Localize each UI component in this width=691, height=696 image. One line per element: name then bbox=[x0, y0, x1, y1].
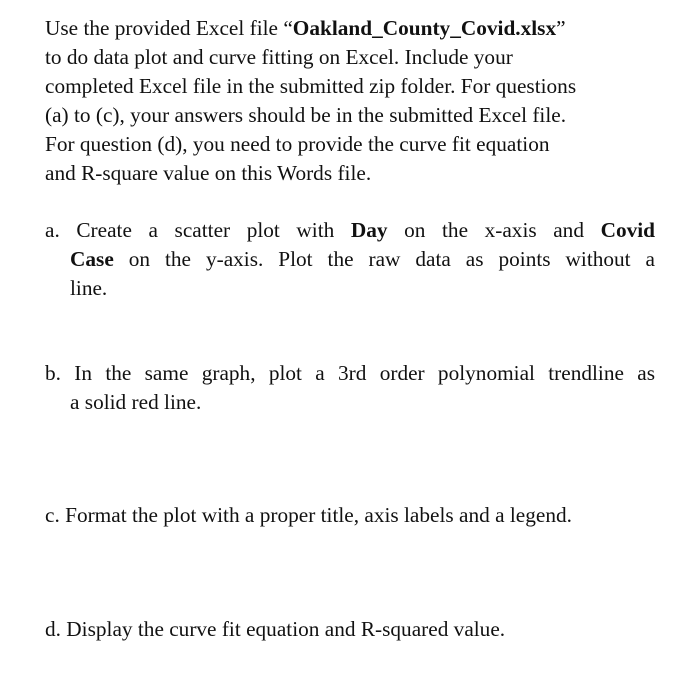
intro-paragraph bbox=[45, 14, 665, 188]
question-a-line-3: line. bbox=[70, 276, 108, 300]
intro-line-4: (a) to (c), your answers should be in the submitted Excel file. bbox=[45, 103, 567, 127]
intro-line-1: Use the provided Excel file “Oakland_County_Covid.xlsx” bbox=[45, 16, 566, 40]
question-b bbox=[45, 359, 655, 417]
question-a bbox=[45, 216, 655, 303]
intro-line-3: completed Excel file in the submitted zip folder. For questions bbox=[45, 74, 577, 98]
question-c-line-1: c. Format the plot with a proper title, axis labels and a legend. bbox=[45, 503, 572, 527]
question-a-line-2: Case on the y-axis. Plot the raw data as points without a bbox=[70, 247, 655, 271]
question-d bbox=[45, 615, 655, 644]
question-d-line-1: d. Display the curve fit equation and R-squared value. bbox=[45, 617, 506, 641]
intro-line-6: and R-square value on this Words file. bbox=[45, 161, 372, 185]
question-b-line-1: b. In the same graph, plot a 3rd order polynomial trendline as bbox=[45, 361, 655, 385]
excel-filename: Oakland_County_Covid.xlsx bbox=[292, 16, 557, 40]
question-b-line-2: a solid red line. bbox=[70, 390, 202, 414]
question-c bbox=[45, 501, 655, 530]
intro-line-5: For question (d), you need to provide the curve fit equation bbox=[45, 132, 550, 156]
question-a-line-1: a. Create a scatter plot with Day on the x-axis and Covid bbox=[45, 218, 656, 242]
intro-line-2: to do data plot and curve fitting on Excel. Include your bbox=[45, 45, 513, 69]
